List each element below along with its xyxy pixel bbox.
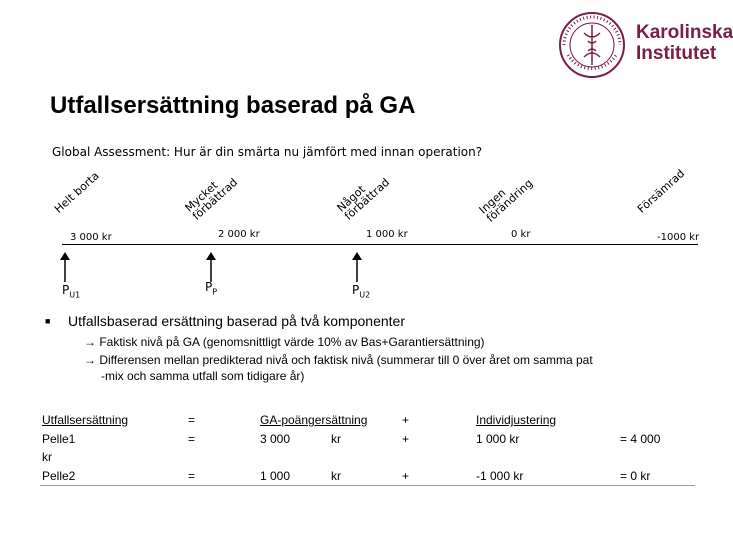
footer-divider — [40, 485, 695, 486]
table-header-equals: = — [188, 413, 196, 427]
amount-3000: 3 000 kr — [70, 232, 112, 243]
row2-name: Pelle2 — [42, 469, 76, 483]
scale-label-nagot-forbattrad: Något förbättrad — [334, 175, 393, 223]
row1-plus: + — [402, 432, 410, 446]
karolinska-seal-logo — [558, 11, 626, 79]
sub-bullet-2-cont: -mix och samma utfall som tidigare år) — [101, 369, 305, 383]
bullet-main: Utfallsbaserad ersättning baserad på två komponenter — [68, 313, 405, 329]
amount-minus-1000: -1000 kr — [657, 232, 700, 243]
page-title: Utfallsersättning baserad på GA — [50, 92, 416, 119]
sub-bullet-2: → Differensen mellan predikterad nivå och faktisk nivå (summerar till 0 över året om samma pat — [84, 353, 593, 367]
question-text: Global Assessment: Hur är din smärta nu jämfört med innan operation? — [52, 145, 483, 159]
amount-2000: 2 000 kr — [218, 229, 260, 240]
row2-equals: = — [188, 469, 196, 483]
row2-plus: + — [402, 469, 410, 483]
amount-1000: 1 000 kr — [366, 229, 408, 240]
amount-0: 0 kr — [511, 229, 531, 240]
bullet-square-icon: ■ — [45, 316, 51, 326]
table-header-plus: + — [402, 413, 410, 427]
row2-ga: 1 000 — [260, 469, 291, 483]
row1-individ: 1 000 kr — [476, 432, 520, 446]
scale-label-ingen-forandring: Ingen förändring — [476, 176, 536, 225]
arrow-up-icon — [60, 252, 70, 282]
sub-bullet-1: → Faktisk nivå på GA (genomsnittligt värde 10% av Bas+Garantiersättning) — [84, 335, 485, 349]
scale-axis — [62, 244, 698, 245]
row1-kr: kr — [42, 450, 52, 464]
arrow-right-icon: → — [84, 335, 96, 349]
row1-ga-kr: kr — [331, 432, 341, 446]
arrow-up-icon — [352, 252, 362, 282]
point-label-pp: $P_P$ — [205, 280, 218, 297]
logo-line-1: Karolinska — [636, 22, 733, 43]
row2-ga-kr: kr — [331, 469, 341, 483]
institution-logo — [636, 22, 733, 64]
row1-equals: = — [188, 432, 196, 446]
scale-label-forsamrad: Försämrad — [634, 166, 688, 216]
table-header-utfall: Utfallsersättning — [42, 413, 129, 427]
row2-individ: -1 000 kr — [476, 469, 524, 483]
row1-total: = 4 000 — [620, 432, 661, 446]
row2-total: = 0 kr — [620, 469, 651, 483]
scale-label-mycket-forbattrad: Mycket förbättrad — [182, 175, 241, 223]
point-label-pu2: $P_{U2}$ — [352, 283, 371, 300]
arrow-up-icon — [206, 252, 216, 282]
table-header-ga: GA-poängersättning — [260, 413, 368, 427]
row1-ga: 3 000 — [260, 432, 291, 446]
table-header-individ: Individjustering — [476, 413, 557, 427]
arrow-right-icon: → — [84, 353, 96, 367]
logo-line-2: Institutet — [636, 43, 717, 64]
scale-label-helt-borta: Helt borta — [51, 169, 102, 216]
row1-name: Pelle1 — [42, 432, 76, 446]
point-label-pu1: $P_{U1}$ — [62, 283, 81, 300]
